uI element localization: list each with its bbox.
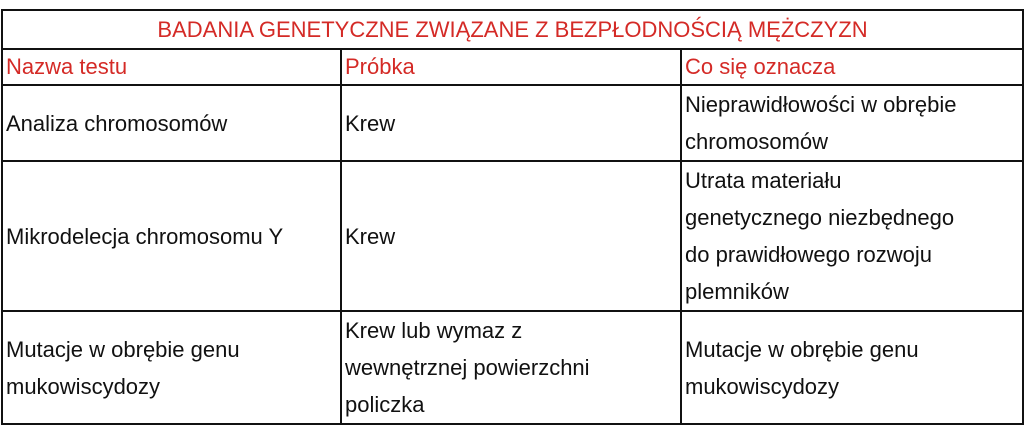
cell-line: chromosomów	[685, 129, 829, 154]
header-row	[2, 49, 1023, 85]
cell-test-name	[2, 85, 341, 161]
genetic-tests-table	[1, 9, 1024, 425]
table-row	[2, 161, 1023, 311]
cell-line: policzka	[345, 392, 425, 417]
header-test-name: Nazwa testu	[2, 49, 341, 85]
cell-test-name	[2, 311, 341, 424]
cell-line: Mikrodelecja chromosomu Y	[6, 223, 284, 249]
cell-sample	[341, 161, 681, 311]
title-row	[2, 10, 1023, 49]
cell-line: Krew lub wymaz z	[345, 318, 523, 343]
cell-line: Mutacje w obrębie genu	[6, 336, 240, 362]
cell-meaning	[681, 161, 1023, 311]
cell-test-name	[2, 161, 341, 311]
cell-line: wewnętrznej powierzchni	[345, 355, 590, 380]
table-title: BADANIA GENETYCZNE ZWIĄZANE Z BEZPŁODNOŚCIĄ MĘŻCZYZN	[2, 10, 1023, 49]
cell-meaning	[681, 311, 1023, 424]
cell-line: Krew	[345, 223, 396, 249]
cell-line: Krew	[345, 110, 396, 136]
header-sample: Próbka	[341, 49, 681, 85]
header-meaning: Co się oznacza	[681, 49, 1023, 85]
cell-line: Nieprawidłowości w obrębie	[685, 92, 957, 117]
cell-line: genetycznego niezbędnego	[685, 205, 955, 230]
cell-line: Analiza chromosomów	[6, 110, 228, 136]
cell-sample	[341, 311, 681, 424]
cell-line: do prawidłowego rozwoju	[685, 242, 933, 267]
cell-line: plemników	[685, 279, 789, 304]
cell-meaning	[681, 85, 1023, 161]
cell-line: mukowiscydozy	[6, 373, 161, 399]
cell-line: Mutacje w obrębie genu	[685, 336, 919, 362]
cell-sample	[341, 85, 681, 161]
table-row	[2, 85, 1023, 161]
cell-line: Utrata materiału	[685, 168, 842, 193]
cell-line: mukowiscydozy	[685, 373, 840, 399]
table-row	[2, 311, 1023, 424]
